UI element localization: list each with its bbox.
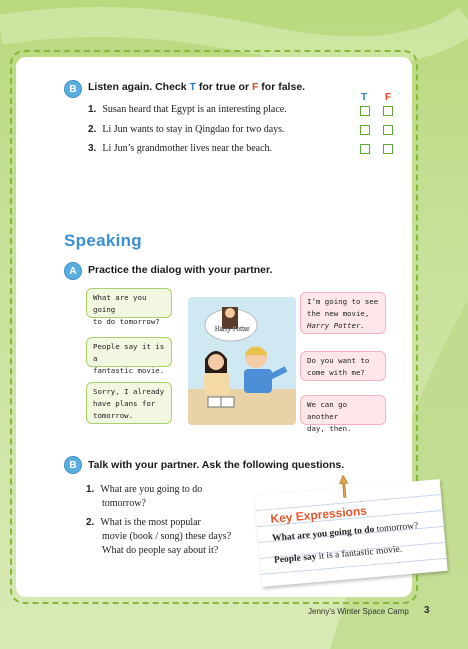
instruction-f: F (251, 81, 259, 93)
section-a-badge: A (64, 262, 82, 280)
bubble-come-with-me: Do you want to come with me? (300, 351, 386, 381)
key-expressions-card (254, 479, 447, 587)
key-expressions-title: Key Expressions (269, 503, 368, 526)
listen-instruction (88, 81, 305, 93)
item-text: Susan heard that Egypt is an interesting place. (102, 104, 287, 115)
question-text: tomorrow? (102, 498, 146, 509)
key-rest: it is a fantastic movie. (316, 544, 403, 563)
key-phrase: What are you going to do (271, 524, 375, 544)
dialog-illustration (188, 297, 296, 425)
item-text: Li Jun’s grandmother lives near the beach. (102, 143, 273, 154)
key-rest: tomorrow? (373, 521, 419, 535)
checkbox-true-1[interactable] (360, 106, 370, 116)
children-talking-illustration (188, 297, 296, 425)
practice-instruction: Practice the dialog with your partner. (88, 264, 273, 276)
item-text: Li Jun wants to stay in Qingdao for two days. (102, 124, 285, 135)
question-text: movie (book / song) these days? (102, 531, 232, 542)
question-number: 1. (86, 484, 95, 495)
question-text: What are you going to do (100, 484, 203, 495)
key-expression-1 (272, 521, 419, 544)
pin-icon (333, 473, 355, 501)
instruction-t: T (189, 81, 196, 93)
item-number: 3. (88, 143, 97, 154)
question-2 (86, 516, 231, 558)
checkbox-true-2[interactable] (360, 125, 370, 135)
statement-1 (88, 104, 287, 115)
movie-title: Harry Potter. (307, 321, 365, 330)
bubble-going-to-see (300, 292, 386, 334)
question-text: What is the most popular (100, 517, 201, 528)
section-b-badge: B (64, 80, 82, 98)
bubble-people-say: People say it is a fantastic movie. (86, 337, 172, 367)
instruction-text: for false. (258, 81, 306, 93)
bubble-text: I’m going to see the new movie, (307, 297, 379, 318)
question-number: 2. (86, 517, 95, 528)
key-phrase: People say (273, 552, 317, 566)
poster-text: Harry Potter (214, 325, 250, 333)
bubble-another-day: We can go another day, then. (300, 395, 386, 425)
false-column-header: F (385, 92, 392, 103)
statement-2 (88, 124, 285, 135)
true-column-header: T (361, 92, 368, 103)
instruction-text: for true or (195, 81, 252, 93)
item-number: 2. (88, 124, 97, 135)
checkbox-false-1[interactable] (383, 106, 393, 116)
bubble-what-tomorrow: What are you going to do tomorrow? (86, 288, 172, 318)
checkbox-false-2[interactable] (383, 125, 393, 135)
footer-book-title: Jenny’s Winter Space Camp (308, 607, 409, 616)
question-text: What do people say about it? (102, 545, 219, 556)
checkbox-false-3[interactable] (383, 144, 393, 154)
key-expression-2 (274, 545, 403, 566)
section-b-talk-badge: B (64, 456, 82, 474)
bubble-sorry-plans: Sorry, I already have plans for tomorrow. (86, 382, 172, 424)
checkbox-true-3[interactable] (360, 144, 370, 154)
talk-instruction: Talk with your partner. Ask the following questions. (88, 459, 345, 471)
page-number: 3 (424, 605, 430, 616)
question-1 (86, 483, 202, 511)
speaking-heading: Speaking (64, 231, 142, 250)
statement-3 (88, 143, 272, 154)
item-number: 1. (88, 104, 97, 115)
instruction-text: Listen again. Check (88, 81, 190, 93)
